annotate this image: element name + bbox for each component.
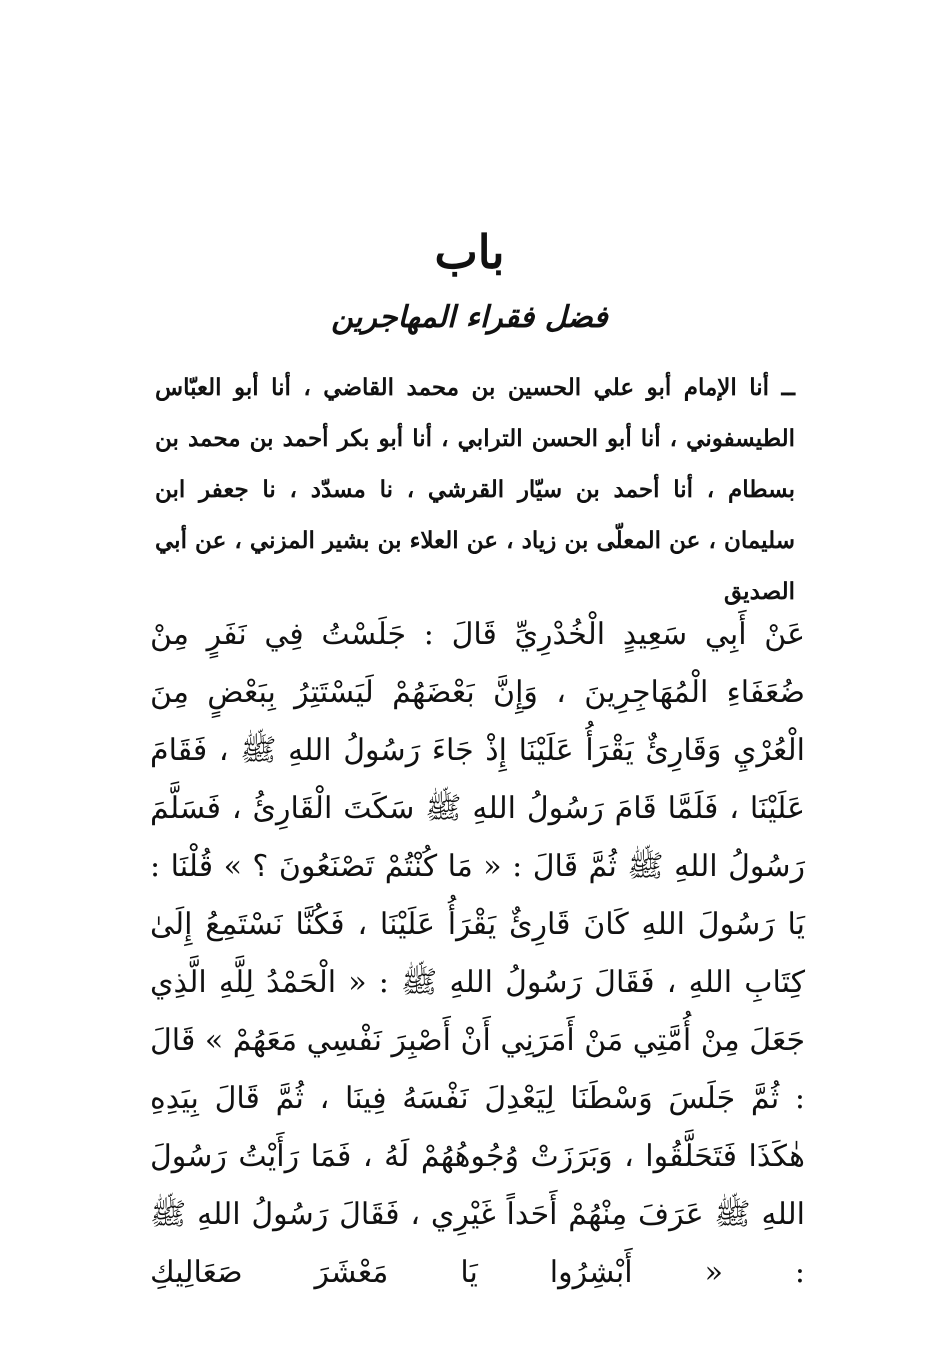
- section-title: فضل فقراء المهاجرين: [331, 300, 608, 335]
- chapter-heading: باب: [434, 225, 505, 279]
- hadith-paragraph: عَنْ أَبِي سَعِيدٍ الْخُدْرِيِّ قَالَ : جَلَسْتُ فِي نَفَرٍ مِنْ ضُعَفَاءِ الْمُهَاجِرِينَ ، وَإِنَّ بَعْضَهُمْ لَيَسْتَتِرُ بِبَعْضٍ مِنَ الْعُرْيِ وَقَارِئٌ يَقْرَأُ عَلَيْنَا إِذْ جَاءَ رَسُولُ اللهِ ﷺ ، فَقَامَ عَلَيْنَا ، فَلَمَّا قَامَ رَسُولُ اللهِ ﷺ سَكَتَ الْقَارِئُ ، فَسَلَّمَ رَسُولُ اللهِ ﷺ ثُمَّ قَالَ : « مَا كُنْتُمْ تَصْنَعُونَ ؟ » قُلْنَا : يَا رَسُولَ اللهِ كَانَ قَارِئٌ يَقْرَأُ عَلَيْنَا ، فَكُنَّا نَسْتَمِعُ إِلَىٰ كِتَابِ اللهِ ، فَقَالَ رَسُولُ اللهِ ﷺ : « الْحَمْدُ لِلَّهِ الَّذِي جَعَلَ مِنْ أُمَّتِي مَنْ أَمَرَنِي أَنْ أَصْبِرَ نَفْسِي مَعَهُمْ » قَالَ : ثُمَّ جَلَسَ وَسْطَنَا لِيَعْدِلَ نَفْسَهُ فِينَا ، ثُمَّ قَالَ بِيَدِهِ هٰكَذَا فَتَحَلَّقُوا ، وَبَرَزَتْ وُجُوهُهُمْ لَهُ ، فَمَا رَأَيْتُ رَسُولَ اللهِ ﷺ عَرَفَ مِنْهُمْ أَحَداً غَيْرِي ، فَقَالَ رَسُولُ اللهِ ﷺ : « أَبْشِرُوا يَا مَعْشَرَ صَعَالِيكِ: [150, 617, 805, 1290]
- isnad-paragraph: ــ أنا الإمام أبو علي الحسين بن محمد القاضي ، أنا أبو العبّاس الطيسفوني ، أنا أبو الحسن الترابي ، أنا أبو بكر أحمد بن محمد بن بسطام ، أنا أحمد بن سيّار القرشي ، نا مسدّد ، نا جعفر ابن سليمان ، عن المعلّى بن زياد ، عن العلاء بن بشير المزني ، عن أبي الصديق: [155, 374, 795, 605]
